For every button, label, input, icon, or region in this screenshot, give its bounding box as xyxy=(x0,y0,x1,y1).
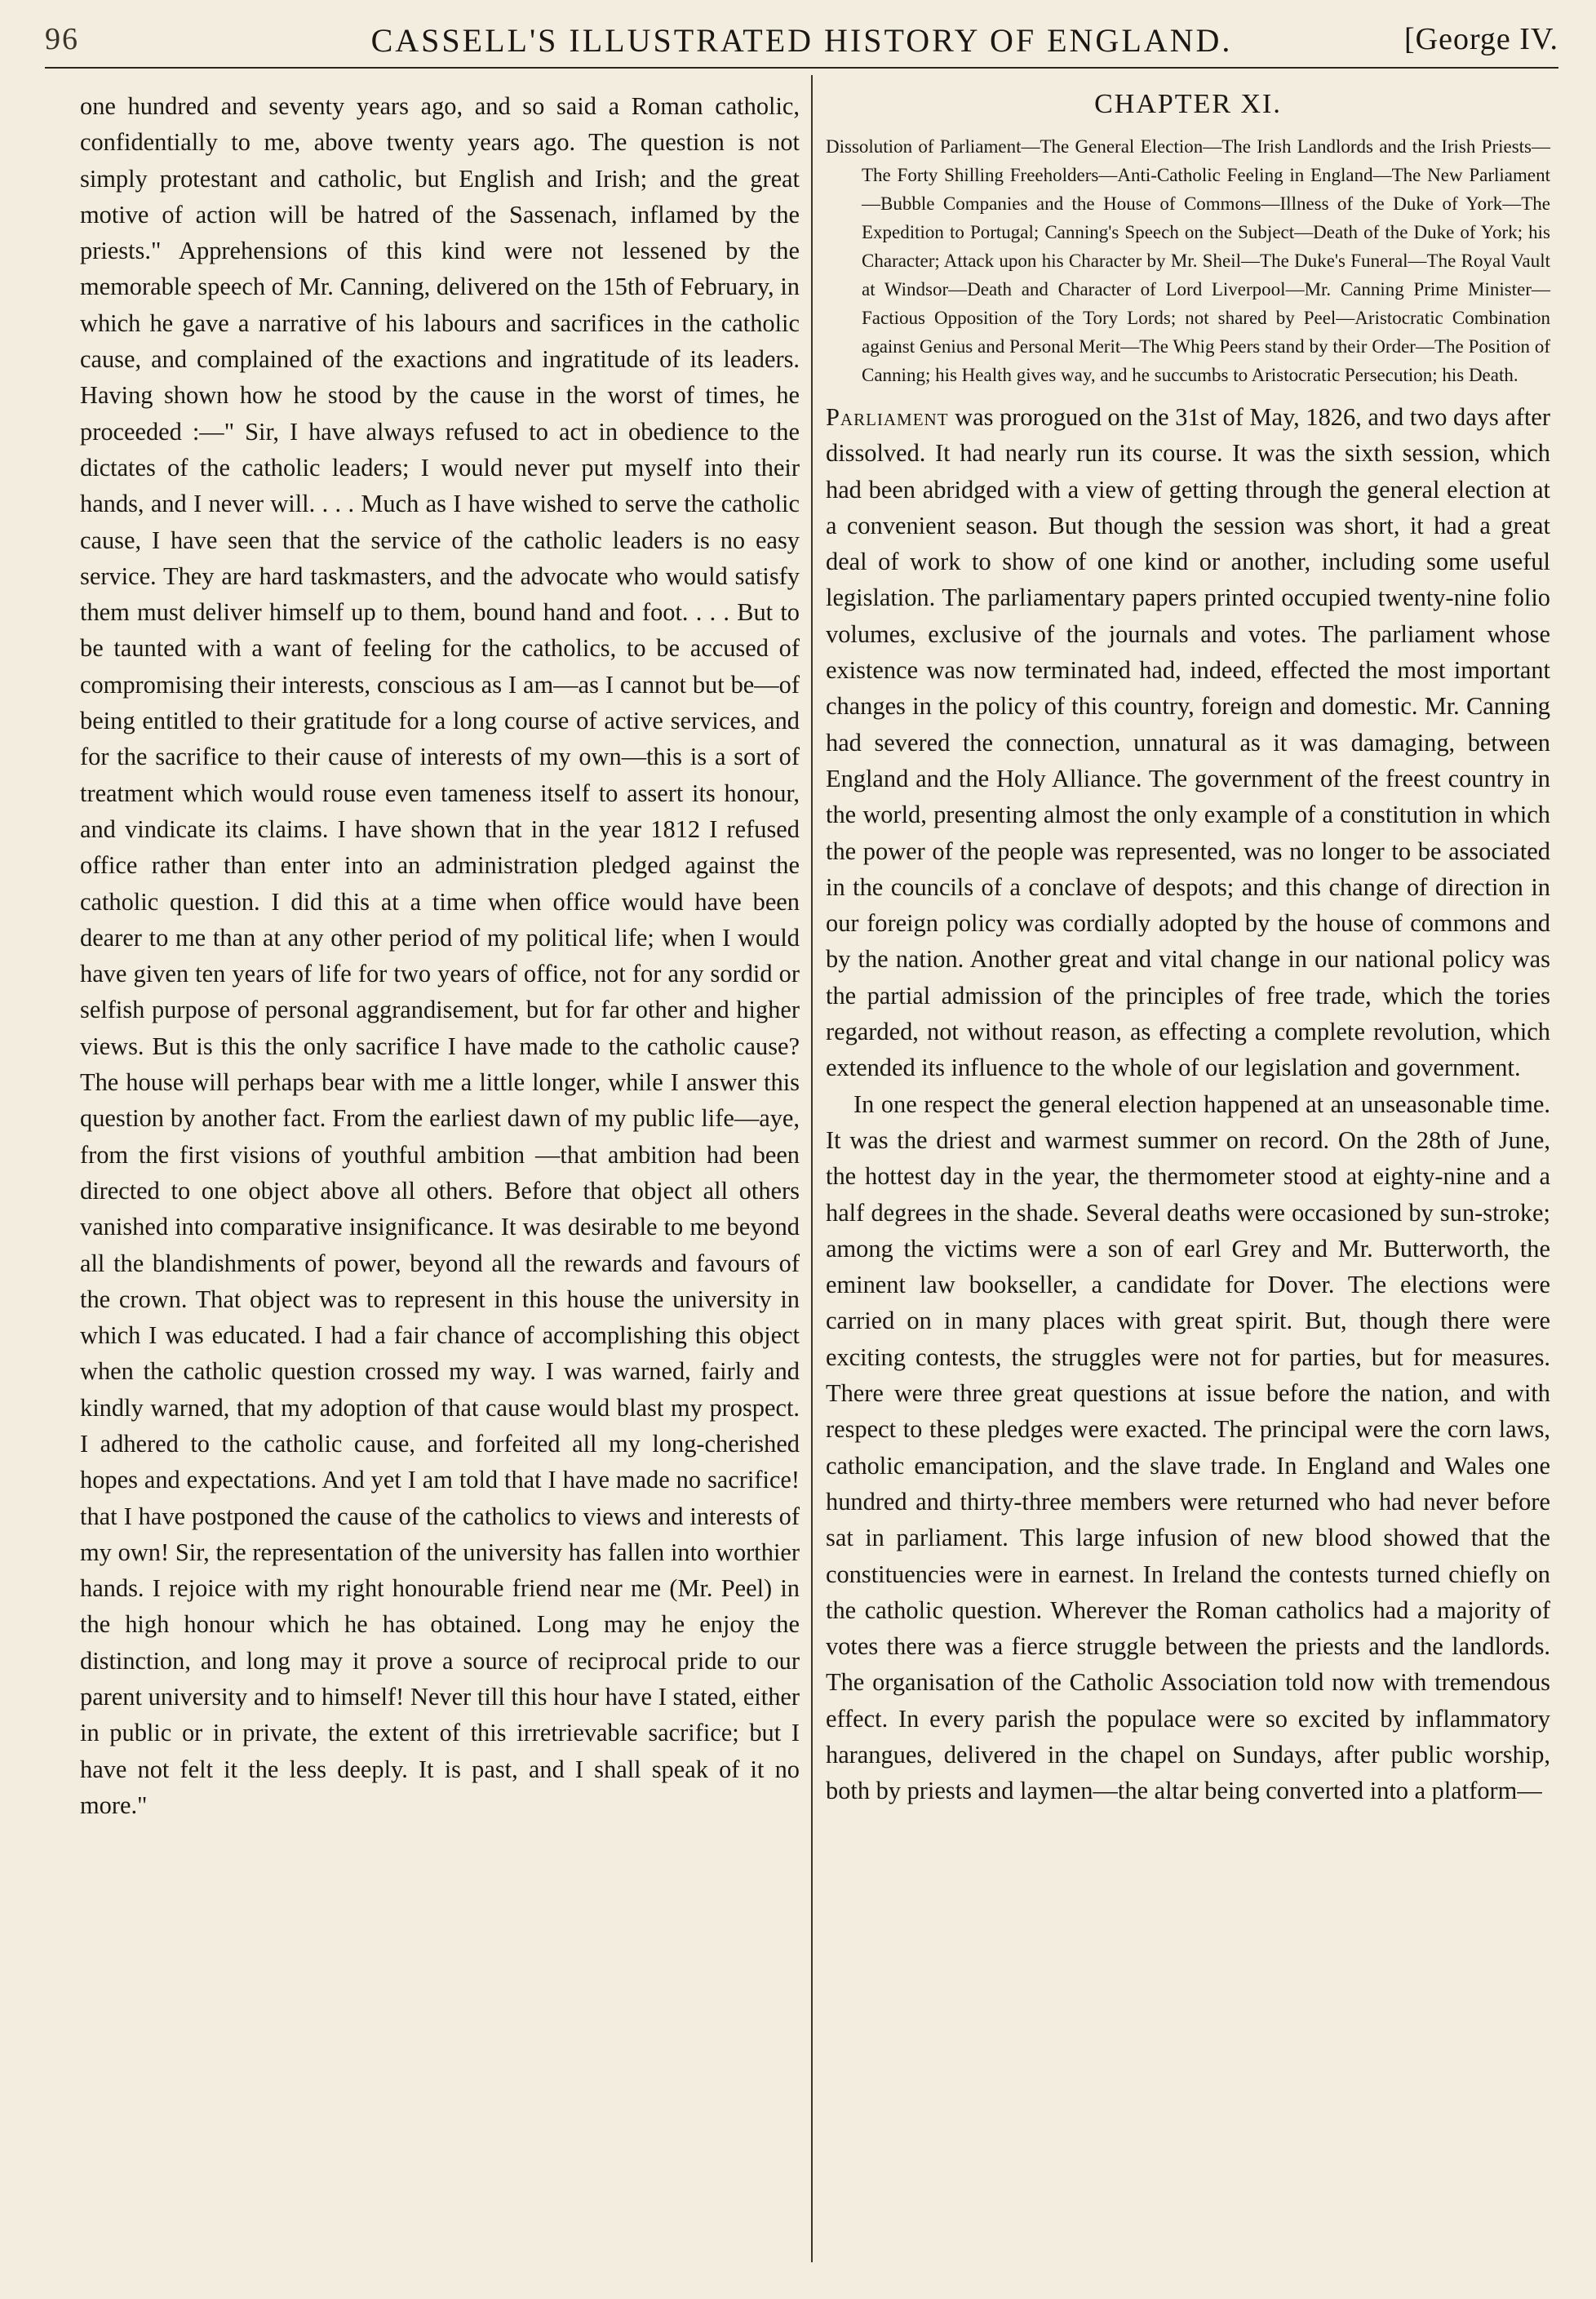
left-column-paragraph: one hundred and seventy years ago, and so said a Roman catholic, confidentially to me, above twenty years ago. The question is not simply protestant and catholic, but English and Irish; and the great motive of action will be hatred of the Sassenach, inflamed by the priests." Apprehensions of this kind were not lessened by the memorable speech of Mr. Canning, delivered on the 15th of February, in which he gave a narrative of his labours and sacrifices in the catholic cause, and complained of the exactions and ingratitude of its leaders. Having shown how he stood by the cause in the worst of times, he proceeded :—" Sir, I have always refused to act in obedience to the dictates of the catholic leaders; I would never put myself into their hands, and I never will. . . . Much as I have wished to serve the catholic cause, I have seen that the service of the catholic leaders is no easy service. They are hard taskmasters, and the advocate who would satisfy them must deliver himself up to them, bound hand and foot. . . . But to be taunted with a want of feeling for the catholics, to be accused of compromising their interests, conscious as I am—as I cannot but be—of being entitled to their gratitude for a long course of active services, and for the sacrifice to their cause of interests of my own—this is a sort of treatment which would rouse even tameness itself to assert its honour, and vindicate its claims. I have shown that in the year 1812 I refused office rather than enter into an administration pledged against the catholic question. I did this at a time when office would have been dearer to me than at any other period of my political life; when I would have given ten years of life for two years of office, not for any sordid or selfish purpose of personal aggrandisement, but for far other and higher views. But is this the only sacrifice I have made to the catholic cause? The house will perhaps bear with me a little longer, while I answer this question by another fact. From the earliest dawn of my public life—aye, from the first visions of youthful ambition —that ambition had been directed to one object above all others. Before that object all others vanished into comparative insignificance. It was desirable to me beyond all the blandishments of power, beyond all the rewards and favours of the crown. That object was to represent in this house the university in which I was educated. I had a fair chance of accomplishing this object when the catholic question crossed my way. I was warned, fairly and kindly warned, that my adoption of that cause would blast my prospect. I adhered to the catholic cause, and forfeited all my long-cherished hopes and expectations. And yet I am told that I have made no sacrifice! that I have postponed the cause of the catholics to views and interests of my own! Sir, the representation of the university has fallen into worthier hands. I rejoice with my right honourable friend near me (Mr. Peel) in the high honour which he has obtained. Long may he enjoy the distinction, and long may it prove a source of reciprocal pride to our parent university and to himself! Never till this hour have I stated, either in public or in private, the extent of this irretrievable sacrifice; but I have not felt it the less deeply. It is past, and I shall speak of it no more." xyxy=(80,92,800,1819)
left-column xyxy=(80,88,800,1823)
right-paragraph-1 xyxy=(826,399,1550,1086)
paragraph-lead-word: Parliament xyxy=(826,403,949,431)
reign-label: [George IV. xyxy=(1404,22,1558,56)
right-column xyxy=(826,88,1550,1809)
running-title: CASSELL'S ILLUSTRATED HISTORY OF ENGLAND. xyxy=(370,22,1233,59)
chapter-heading: CHAPTER XI. xyxy=(1094,89,1282,119)
column-divider xyxy=(811,75,813,2262)
running-header xyxy=(45,15,1558,69)
chapter-synopsis xyxy=(826,132,1550,389)
synopsis-text: Dissolution of Parliament—The General Election—The Irish Landlords and the Irish Priests—The Forty Shilling Freeholders—Anti-Catholic Feeling in England—The New Parliament—Bubble Companies and the House of Commons—Illness of the Duke of York—The Expedition to Portugal; Canning's Speech on the Subject—Death of the Duke of York; his Character; Attack upon his Character by Mr. Sheil—The Duke's Funeral—The Royal Vault at Windsor—Death and Character of Lord Liverpool—Mr. Canning Prime Minister—Factious Opposition of the Tory Lords; not shared by Peel—Aristocratic Combination against Genius and Personal Merit—The Whig Peers stand by their Order—The Position of Canning; his Health gives way, and he succumbs to Aristocratic Persecution; his Death. xyxy=(826,136,1550,385)
paragraph-1-text: was prorogued on the 31st of May, 1826, and two days after dissolved. It had nearly run its course. It was the sixth session, which had been abridged with a view of getting through the general election at a convenient season. But though the session was short, it had a great deal of work to show of one kind or another, including some useful legislation. The parliamentary papers printed occupied twenty-nine folio volumes, exclusive of the journals and votes. The parliament whose existence was now terminated had, indeed, effected the most important changes in the policy of this country, foreign and domestic. Mr. Canning had severed the connection, unnatural as it was damaging, between England and the Holy Alliance. The government of the freest country in the world, presenting almost the only example of a constitution in which the power of the people was represented, was no longer to be associated in the councils of a conclave of despots; and this change of direction in our foreign policy was cordially adopted by the house of commons and by the nation. Another great and vital change in our national policy was the partial admission of the principles of free trade, which the tories regarded, not without reason, as effecting a complete revolution, which extended its influence to the whole of our legislation and government. xyxy=(826,403,1550,1082)
right-paragraph-2: In one respect the general election happened at an unseasonable time. It was the driest and warmest summer on record. On the 28th of June, the hottest day in the year, the thermometer stood at eighty-nine and a half degrees in the shade. Several deaths were occasioned by sun-stroke; among the victims were a son of earl Grey and Mr. Butterworth, the eminent law bookseller, a candidate for Dover. The elections were carried on in many places with great spirit. But, though there were exciting contests, the struggles were not for parties, but for measures. There were three great questions at issue before the nation, and with respect to these pledges were exacted. The principal were the corn laws, catholic emancipation, and the slave trade. In England and Wales one hundred and thirty-three members were returned who had never before sat in parliament. This large infusion of new blood showed that the constituencies were in earnest. In Ireland the contests turned chiefly on the catholic question. Wherever the Roman catholics had a majority of votes there was a fierce struggle between the priests and the landlords. The organisation of the Catholic Association told now with tremendous effect. In every parish the populace were so excited by inflammatory harangues, delivered in the chapel on Sundays, after public worship, both by priests and laymen—the altar being converted into a platform— xyxy=(826,1090,1550,1805)
page-number: 96 xyxy=(45,22,79,56)
